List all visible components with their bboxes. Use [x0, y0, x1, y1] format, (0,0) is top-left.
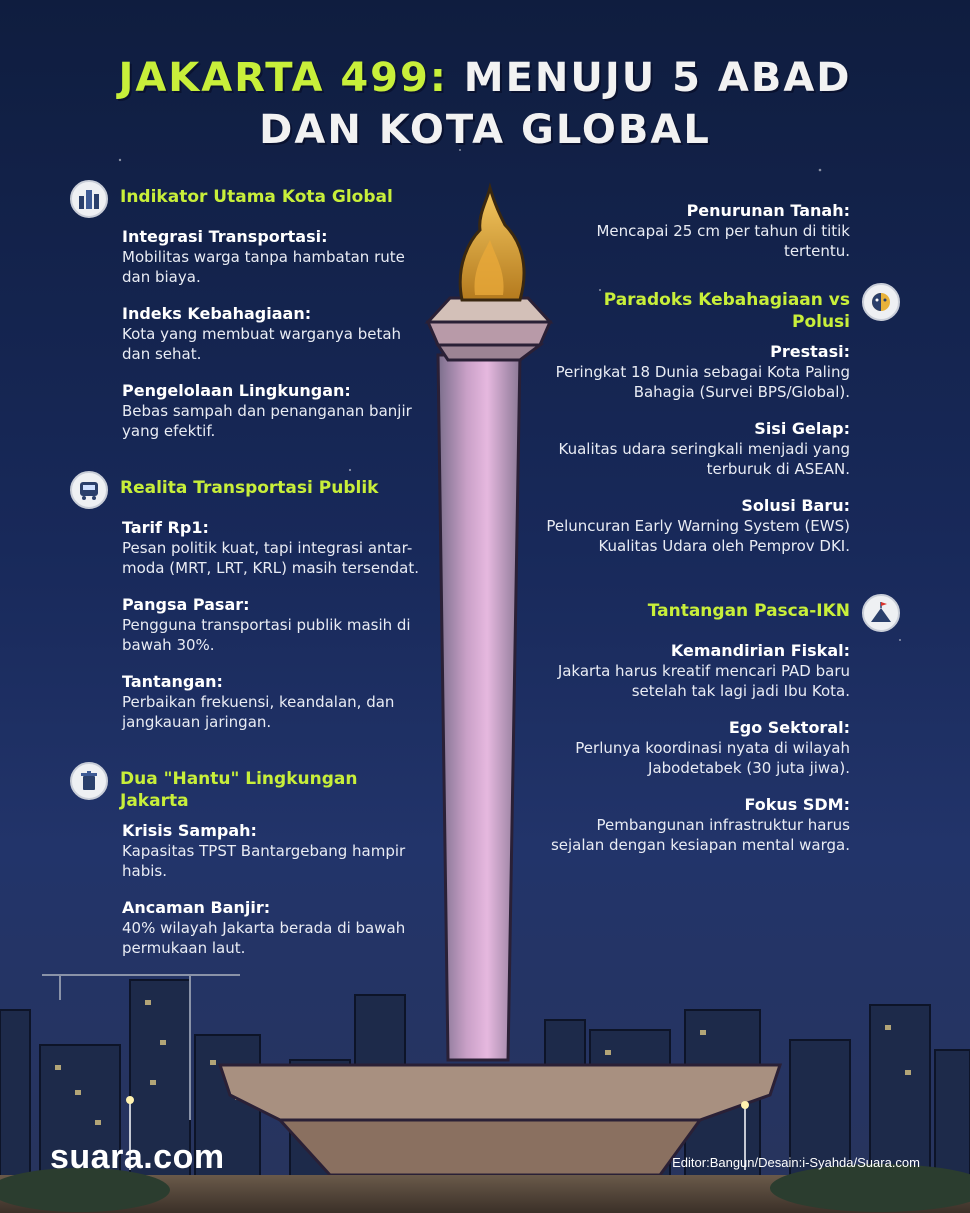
list-item — [122, 303, 430, 364]
item-text: Perlunya koordinasi nyata di wilayah Jabodetabek (30 juta jiwa). — [575, 739, 850, 777]
item-label: Ego Sektoral: — [728, 718, 850, 737]
title-line1: MENUJU 5 ABAD — [463, 55, 852, 101]
section-title: Tantangan Pasca-IKN — [647, 601, 850, 621]
item-label: Sisi Gelap: — [754, 419, 850, 438]
list-item — [540, 640, 850, 701]
mountain-flag-icon — [862, 594, 900, 632]
item-text: Bebas sampah dan penanganan banjir yang efektif. — [122, 402, 412, 440]
section-indikator — [70, 180, 430, 441]
list-item — [122, 897, 430, 958]
item-text: 40% wilayah Jakarta berada di bawah permukaan laut. — [122, 919, 406, 957]
section-lingkungan — [70, 762, 430, 958]
item-label: Prestasi: — [770, 342, 850, 361]
list-item — [122, 671, 430, 732]
section-title: Realita Transportasi Publik — [120, 478, 379, 498]
section-title: Indikator Utama Kota Global — [120, 187, 393, 207]
right-column — [540, 200, 900, 871]
item-text: Jakarta harus kreatif mencari PAD baru setelah tak lagi jadi Ibu Kota. — [557, 662, 850, 700]
section-header — [70, 471, 430, 509]
section-header — [70, 762, 430, 812]
list-item — [122, 820, 430, 881]
item-text: Pesan politik kuat, tapi integrasi antar-moda (MRT, LRT, KRL) masih tersendat. — [122, 539, 419, 577]
suara-logo: suara.com — [50, 1138, 225, 1176]
list-item — [540, 495, 850, 556]
item-label: Tarif Rp1: — [122, 518, 209, 537]
list-item — [540, 418, 850, 479]
section-transportasi — [70, 471, 430, 732]
list-item — [540, 794, 850, 855]
title-accent: JAKARTA 499: — [118, 55, 448, 101]
item-label: Fokus SDM: — [744, 795, 850, 814]
item-label: Krisis Sampah: — [122, 821, 257, 840]
item-text: Mencapai 25 cm per tahun di titik tertentu. — [596, 222, 850, 260]
left-column — [70, 180, 430, 974]
list-item — [122, 226, 430, 287]
bus-icon — [70, 471, 108, 509]
page-title — [0, 52, 970, 156]
item-label: Indeks Kebahagiaan: — [122, 304, 312, 323]
list-item — [122, 380, 430, 441]
section-title: Dua "Hantu" Lingkungan Jakarta — [120, 769, 358, 811]
item-text: Pembangunan infrastruktur harus sejalan dengan kesiapan mental warga. — [550, 816, 850, 854]
item-label: Tantangan: — [122, 672, 223, 691]
item-text: Kota yang membuat warganya betah dan sehat. — [122, 325, 402, 363]
city-icon — [70, 180, 108, 218]
item-label: Solusi Baru: — [741, 496, 850, 515]
item-text: Kapasitas TPST Bantargebang hampir habis. — [122, 842, 406, 880]
item-text: Perbaikan frekuensi, keandalan, dan jangkauan jaringan. — [122, 693, 395, 731]
item-label: Ancaman Banjir: — [122, 898, 271, 917]
section-pasca-ikn — [540, 594, 900, 855]
section-header — [540, 594, 900, 632]
item-label: Kemandirian Fiskal: — [670, 641, 850, 660]
item-text: Peringkat 18 Dunia sebagai Kota Paling Bahagia (Survei BPS/Global). — [555, 363, 850, 401]
list-item-penurunan-tanah — [540, 200, 850, 261]
trash-icon — [70, 762, 108, 800]
section-header — [70, 180, 430, 218]
list-item — [122, 517, 430, 578]
item-label: Pengelolaan Lingkungan: — [122, 381, 351, 400]
item-text: Peluncuran Early Warning System (EWS) Kualitas Udara oleh Pemprov DKI. — [546, 517, 850, 555]
list-item — [540, 717, 850, 778]
section-paradoks — [540, 283, 900, 556]
item-label: Pangsa Pasar: — [122, 595, 250, 614]
list-item — [540, 341, 850, 402]
item-text: Pengguna transportasi publik masih di bawah 30%. — [122, 616, 411, 654]
item-text: Kualitas udara seringkali menjadi yang terburuk di ASEAN. — [558, 440, 850, 478]
item-label: Penurunan Tanah: — [686, 201, 850, 220]
item-label: Integrasi Transportasi: — [122, 227, 328, 246]
title-line2: DAN KOTA GLOBAL — [259, 107, 711, 153]
section-header — [540, 283, 900, 333]
credit-text: Editor:Bangun/Desain:i-Syahda/Suara.com — [672, 1155, 920, 1170]
item-text: Mobilitas warga tanpa hambatan rute dan biaya. — [122, 248, 405, 286]
mask-icon — [862, 283, 900, 321]
section-title: Paradoks Kebahagiaan vs Polusi — [603, 290, 850, 332]
list-item — [122, 594, 430, 655]
